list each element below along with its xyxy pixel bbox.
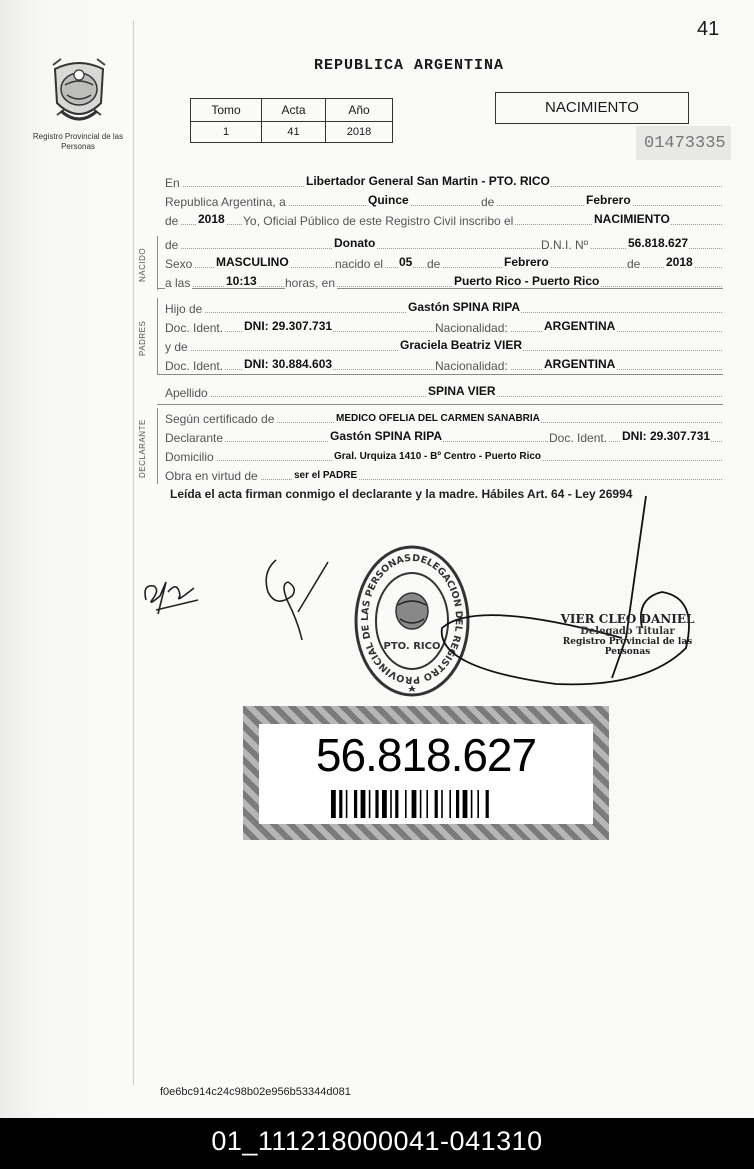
barcode-bar [463,790,468,818]
officer-initials-signature [138,570,208,620]
serial-number: 01473335 [644,134,726,153]
row-father-doc [165,317,722,335]
row-mother [165,336,722,354]
value-mother-name: Graciela Beatriz VIER [400,338,523,352]
section-label-declarante: DECLARANTE [138,419,147,478]
value-declarante-doc: DNI: 29.307.731 [622,429,711,443]
value-name: Donato [334,236,376,250]
seal-coat-of-arms-icon [396,593,428,629]
label-de3: de [165,238,179,252]
label-alas: a las [165,276,191,290]
label-hijo: Hijo de [165,302,203,316]
label-nacionalidad-mother: Nacionalidad: [435,359,508,373]
row-sexo [165,253,722,271]
header-anio: Año [326,99,393,122]
seal-star-icon [408,685,416,692]
value-acta: 41 [262,122,326,143]
official-name: VIER CLEO DANIEL [560,612,695,626]
value-inscribo: NACIMIENTO [594,212,670,226]
declarant-signature [258,552,338,642]
section-label-padres: PADRES [138,320,147,356]
closing-statement: Leída el acta firman conmigo el declarante y la madre. Hábiles Art. 64 - Ley 26994 [170,487,633,501]
label-de5: de [627,257,641,271]
official-office: Registro Provincial de las Personas [562,637,693,657]
value-apellido: SPINA VIER [428,384,496,398]
value-certificado: MEDICO OFELIA DEL CARMEN SANABRIA [336,413,540,424]
barcode-bar [390,790,392,818]
label-certificado: Según certificado de [165,412,275,426]
value-dni: 56.818.627 [628,236,689,250]
label-nacido: nacido el [335,257,384,271]
barcode-bar [382,790,387,818]
value-month: Febrero [586,193,631,207]
footer-id: 01_111218000041-041310 [211,1126,543,1156]
row-en [165,172,722,190]
value-father-name: Gastón SPINA RIPA [408,300,521,314]
barcode-bar [339,790,342,818]
tomo-acta-anio-table [190,98,393,143]
label-declarante-doc: Doc. Ident. [549,431,608,445]
barcode-bar [331,790,336,818]
barcode-bar [412,790,417,818]
row-hijo [165,298,722,316]
row-certificado [165,408,722,426]
value-birth-month: Febrero [504,255,549,269]
label-domicilio: Domicilio [165,450,214,464]
row-republica [165,191,722,209]
value-mother-nationality: ARGENTINA [544,357,616,371]
officer-signature [436,488,706,688]
row-name-dni [165,234,722,252]
barcode-bar [435,790,438,818]
label-doc: Doc. Ident. [165,321,224,335]
section-label-nacido: NACIDO [138,247,147,282]
document-title: REPUBLICA ARGENTINA [314,57,505,74]
seal-center-text: PTO. RICO [383,641,441,652]
margin-rule [133,20,134,1085]
act-type-box: NACIMIENTO [495,92,689,124]
value-birth-year: 2018 [666,255,693,269]
official-role: Delegado Titular [580,626,675,637]
row-obra [165,465,722,483]
barcode-bar [426,790,428,818]
value-birth-day: 05 [399,255,413,269]
label-dni: D.N.I. Nº [541,238,589,252]
value-father-doc: DNI: 29.307.731 [244,319,333,333]
barcode-label-inner [259,724,593,824]
official-name-stamp [545,612,710,657]
label-republica: Republica Argentina, a [165,195,286,209]
divider [157,404,723,405]
value-tomo: 1 [191,122,262,143]
value-father-nationality: ARGENTINA [544,319,616,333]
label-doc-mother: Doc. Ident. [165,359,224,373]
label-de4: de [427,257,441,271]
value-domicilio: Gral. Urquiza 1410 - Bº Centro - Puerto Rico [334,451,542,462]
label-obra: Obra en virtud de [165,469,258,483]
header-tomo: Tomo [191,99,262,122]
label-oficial: Yo, Oficial Público de este Registro Civil inscribo el [243,214,514,228]
label-de: de [481,195,495,209]
barcode-bar [477,790,479,818]
barcode-bar [354,790,357,818]
barcode-bar [346,790,348,818]
value-mother-doc: DNI: 30.884.603 [244,357,333,371]
label-horas: horas, en [285,276,336,290]
label-de2: de [165,214,179,228]
label-declarante: Declarante [165,431,224,445]
row-hora [165,272,722,290]
barcode-security-label [243,706,609,840]
value-obra: ser el PADRE [294,470,358,481]
barcode-bar [441,790,443,818]
value-place-registration: Libertador General San Martin - PTO. RICO [306,174,550,188]
header-acta: Acta [262,99,326,122]
label-en: En [165,176,180,190]
page-number: 41 [697,18,720,40]
barcode-bar [449,790,451,818]
row-oficial [165,210,722,228]
barcode-bar [471,790,473,818]
row-apellido [165,382,722,400]
label-sexo: Sexo [165,257,193,271]
barcode-bar [369,790,371,818]
row-domicilio [165,446,722,464]
value-year: 2018 [198,212,225,226]
barcode-bar [361,790,366,818]
divider [157,374,723,375]
barcode-label-number: 56.818.627 [315,729,537,781]
value-birth-place: Puerto Rico - Puerto Rico [454,274,600,288]
value-declarante: Gastón SPINA RIPA [330,429,443,443]
barcode-bar [456,790,459,818]
row-declarante [165,427,722,445]
value-sexo: MASCULINO [216,255,289,269]
row-mother-doc [165,355,722,373]
value-day: Quince [368,193,409,207]
label-nacionalidad: Nacionalidad: [435,321,508,335]
barcode-bar [420,790,422,818]
value-anio: 2018 [326,122,393,143]
province-emblem-icon [47,55,111,129]
footer-bar [0,1118,754,1169]
seal-ring-text: DELEGACION DEL REGISTRO PROVINCIAL DE LAS PERSONAS [359,552,465,686]
registry-name: Registro Provincial de las Personas [32,132,124,151]
label-yde: y de [165,340,188,354]
barcode-bar [375,790,378,818]
document-hash: f0e6bc914c24c98b02e956b53344d081 [160,1086,351,1098]
barcode-bar [405,790,407,818]
value-birth-time: 10:13 [226,274,257,288]
label-apellido: Apellido [165,386,208,400]
barcode-bars [331,790,551,818]
barcode-bar [486,790,489,818]
barcode-bar [395,790,398,818]
